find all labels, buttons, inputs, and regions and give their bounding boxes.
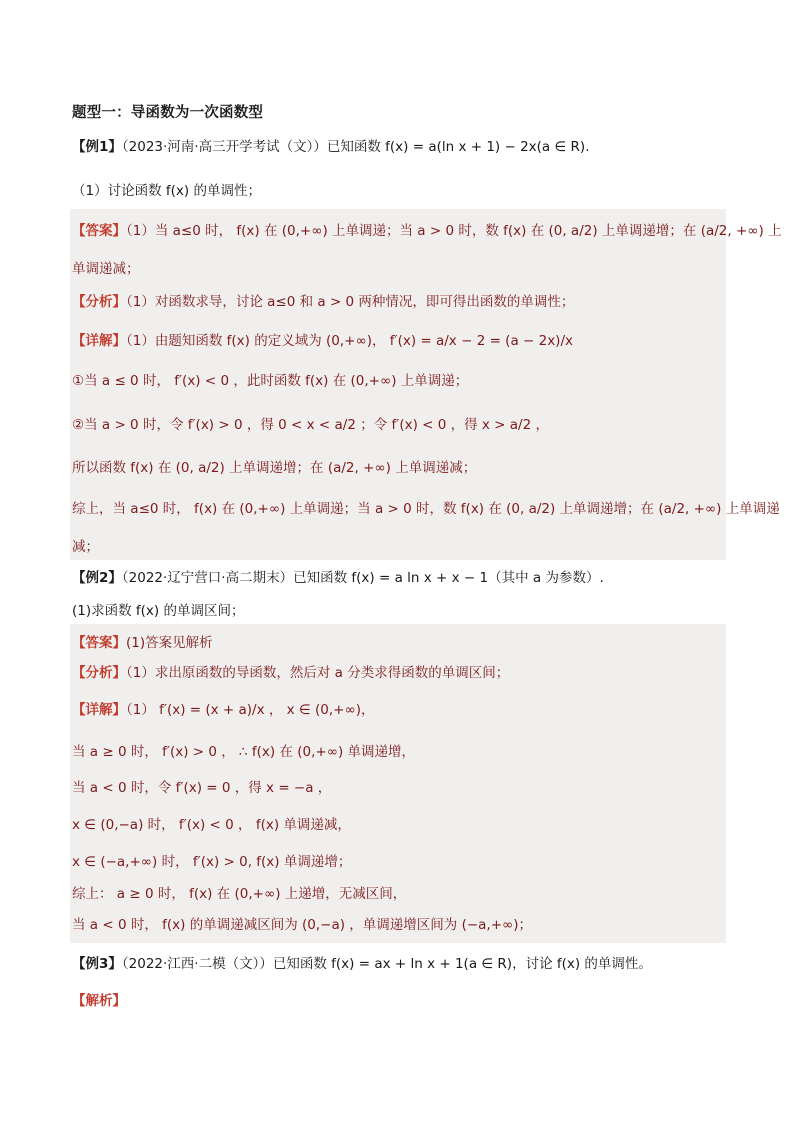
example1-stem-text: 已知函数 f(x) = a(ln x + 1) − 2x(a ∈ R).	[326, 139, 590, 155]
example2-detail-line-4: x ∈ (0,−a) 时， f′(x) < 0 ， f(x) 单调递减，	[72, 817, 351, 833]
example3-stem-text: 已知函数 f(x) = ax + ln x + 1(a ∈ R)，讨论 f(x) 的单调性。	[272, 956, 652, 972]
example2-detail-line-6: 综上： a ≥ 0 时， f(x) 在 (0,+∞) 上递增，无减区间，	[72, 886, 407, 902]
example1-answer-tag: 【答案】	[72, 223, 126, 239]
example2-detail-line-2: 当 a ≥ 0 时， f′(x) > 0 ， ∴ f(x) 在 (0,+∞) 单调递增，	[72, 744, 416, 760]
example2-stem	[72, 567, 727, 589]
example1-source: （2023·河南·高三开学考试（文））	[121, 139, 327, 155]
example2-detail-tag: 【详解】	[72, 702, 126, 718]
example1-detail-line-1	[72, 330, 727, 352]
example1-tag: 【例1】	[72, 139, 122, 155]
example2-analysis-tag: 【分析】	[72, 665, 126, 681]
example2-answer-tag: 【答案】	[72, 635, 126, 651]
example2-detail-line-1	[72, 699, 727, 721]
example1-question-1: （1）讨论函数 f(x) 的单调性；	[72, 183, 261, 199]
example1-stem	[72, 136, 727, 158]
example1-answer-line-1	[72, 220, 782, 242]
example1-analysis-tag: 【分析】	[72, 294, 126, 310]
example1-detail-line-3: ②当 a > 0 时，令 f′(x) > 0 ，得 0 < x < a/2 ；令 f′(x) < 0 ，得 x > a/2 ，	[72, 417, 549, 433]
example2-analysis	[72, 662, 727, 684]
example1-detail-text: （1）由题知函数 f(x) 的定义域为 (0,+∞)， f′(x) = a/x − 2 = (a − 2x)/x	[126, 333, 573, 349]
example3-solution-tag: 【解析】	[72, 993, 126, 1009]
example2-source: （2022·辽宁营口·高二期末）	[121, 570, 294, 586]
example1-analysis	[72, 291, 727, 313]
section-title: 题型一：导函数为一次函数型	[72, 105, 264, 121]
example1-detail-line-4: 所以函数 f(x) 在 (0, a/2) 上单调递增；在 (a/2, +∞) 上单调递减；	[72, 460, 477, 476]
example2-detail-text: （1） f′(x) = (x + a)/x ， x ∈ (0,+∞)，	[126, 702, 375, 718]
example3-stem	[72, 953, 727, 975]
example2-detail-line-5: x ∈ (−a,+∞) 时， f′(x) > 0, f(x) 单调递增；	[72, 854, 352, 870]
example1-detail-line-5: 综上，当 a≤0 时， f(x) 在 (0,+∞) 上单调递；当 a > 0 时，数 f(x) 在 (0, a/2) 上单调递增；在 (a/2, +∞) 上单调递	[72, 501, 780, 517]
example3-source: （2022·江西·二模（文））	[121, 956, 273, 972]
example1-detail-tag: 【详解】	[72, 333, 126, 349]
example2-answer	[72, 632, 727, 654]
example2-question-1: (1)求函数 f(x) 的单调区间；	[72, 603, 245, 619]
example2-detail-line-7: 当 a < 0 时， f(x) 的单调递减区间为 (0,−a) ，单调递增区间为 (−a,+∞)；	[72, 917, 533, 933]
example1-answer-line-2: 单调递减；	[72, 261, 140, 277]
example1-detail-line-6: 减；	[72, 539, 99, 555]
example2-analysis-text: （1）求出原函数的导函数，然后对 a 分类求得函数的单调区间；	[126, 665, 510, 681]
example1-detail-line-2: ①当 a ≤ 0 时， f′(x) < 0 ，此时函数 f(x) 在 (0,+∞) 上单调递；	[72, 373, 469, 389]
example1-analysis-text: （1）对函数求导，讨论 a≤0 和 a > 0 两种情况，即可得出函数的单调性；	[126, 294, 575, 310]
example2-answer-text: (1)答案见解析	[126, 635, 213, 651]
example2-stem-text: 已知函数 f(x) = a ln x + x − 1（其中 a 为参数）.	[293, 570, 604, 586]
example2-tag: 【例2】	[72, 570, 122, 586]
example2-detail-line-3: 当 a < 0 时，令 f′(x) = 0 ，得 x = −a ，	[72, 780, 332, 796]
example1-answer-text: （1）当 a≤0 时， f(x) 在 (0,+∞) 上单调递；当 a > 0 时，数 f(x) 在 (0, a/2) 上单调递增；在 (a/2, +∞) 上	[126, 223, 782, 239]
example3-tag: 【例3】	[72, 956, 122, 972]
